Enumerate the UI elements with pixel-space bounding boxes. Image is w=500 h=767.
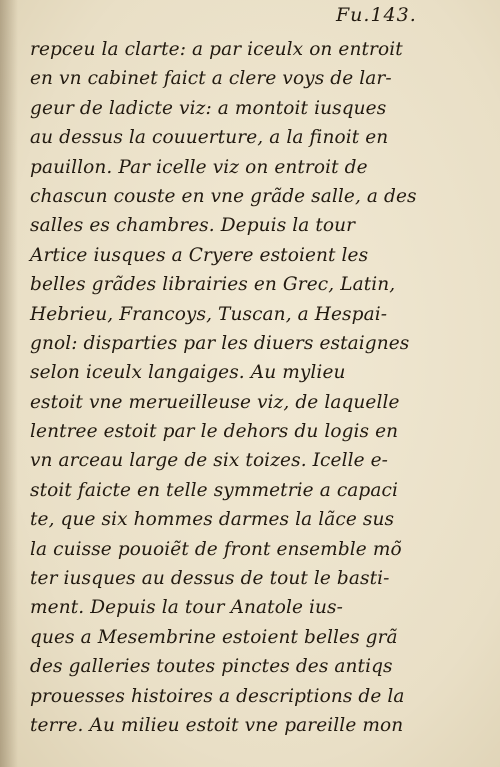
text-line: Hebrieu, Francoys, Tuscan, a Hespai- [30, 303, 388, 325]
text-line: lentree estoit par le dehors du logis en [30, 421, 399, 443]
folio-number: Fu.143. [336, 4, 417, 26]
text-line: geur de ladicte viz: a montoit iusques [30, 97, 387, 119]
text-line: ment. Depuis la tour Anatole ius- [30, 597, 343, 619]
text-line: te, que six hommes darmes la lãce sus [30, 509, 395, 531]
text-line: chascun couste en vne grãde salle, a des [30, 185, 417, 207]
text-line: vn arceau large de six toizes. Icelle e- [30, 450, 389, 472]
text-line: la cuisse pouoiẽt de front ensemble mõ [30, 538, 402, 560]
text-line: belles grãdes librairies en Grec, Latin, [30, 274, 396, 296]
text-line: ter iusques au dessus de tout le basti- [30, 568, 390, 590]
text-line: estoit vne merueilleuse viz, de laquelle [30, 391, 400, 413]
text-line: repceu la clarte: a par iceulx on entroit [30, 39, 403, 60]
text-line: Artice iusques a Cryere estoient les [30, 244, 369, 266]
text-line: selon iceulx langaiges. Au mylieu [30, 362, 346, 384]
text-line: pauillon. Par icelle viz on entroit de [30, 156, 368, 178]
text-line: ques a Mesembrine estoient belles grã [30, 626, 398, 648]
text-line: terre. Au milieu estoit vne pareille mon [30, 714, 404, 736]
text-line: en vn cabinet faict a clere voys de lar- [30, 68, 392, 90]
text-line: des galleries toutes pinctes des antiqs [30, 656, 393, 678]
text-line: au dessus la couuerture, a la finoit en [30, 127, 389, 149]
text-line: stoit faicte en telle symmetrie a capaci [30, 479, 398, 501]
gutter-shadow [0, 0, 18, 767]
text-block [30, 35, 460, 740]
text-line: prouesses histoires a descriptions de la [30, 685, 405, 707]
text-line: gnol: disparties par les diuers estaignes [30, 332, 410, 354]
text-line: salles es chambres. Depuis la tour [30, 215, 356, 237]
